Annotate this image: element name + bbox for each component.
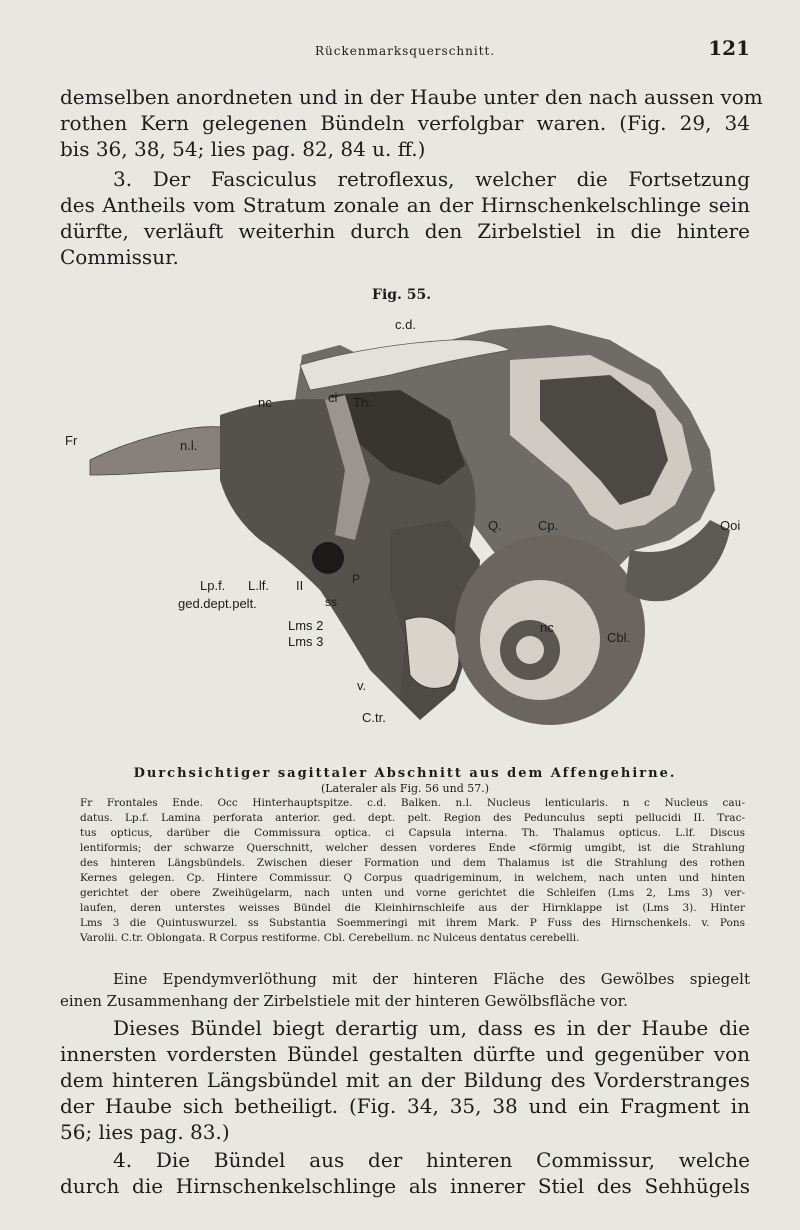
text-line: dürfte, verläuft weiterhin durch den Zirbelstiel in die hintere xyxy=(60,219,750,243)
label-nl: n.l. xyxy=(180,438,198,453)
label-cp: Cp. xyxy=(538,518,559,533)
label-ii: II xyxy=(296,578,304,593)
text-line: Dieses Bündel biegt derartig um, dass es in der Haube die xyxy=(113,1016,750,1040)
label-ooi: Ooi xyxy=(720,518,741,533)
dentate-core xyxy=(516,636,544,664)
text-line: rothen Kern gelegenen Bündeln verfolgbar waren. (Fig. 29, 34 xyxy=(60,111,750,135)
text-line: der Haube sich betheiligt. (Fig. 34, 35, 38 und ein Fragment in xyxy=(60,1094,750,1118)
paragraph-3 xyxy=(60,968,750,1012)
label-nc: nc xyxy=(258,395,272,410)
label-lms3: Lms 3 xyxy=(288,634,324,649)
paragraph-1 xyxy=(60,84,763,162)
text-line: Commissur. xyxy=(60,245,179,269)
text-line: demselben anordneten und in der Haube unter den nach aussen vom xyxy=(60,85,763,109)
label-lms2: Lms 2 xyxy=(288,618,324,633)
label-q: Q. xyxy=(488,518,502,533)
text-line: einen Zusammenhang der Zirbelstiele mit der hinteren Gewölbsfläche vor. xyxy=(60,992,628,1010)
label-ci: ci xyxy=(328,390,338,405)
caption-line: des hinteren Längsbündels. Zwischen dieser Formation und dem Thalamus ist die Strahlung des rothen xyxy=(80,857,745,869)
page-number: 121 xyxy=(708,36,750,60)
caption-line: Kernes gelegen. Cp. Hintere Commissur. Q Corpus quadrigeminum, in welchem, nach unten und hinten xyxy=(80,872,745,884)
figure-subtitle: (Lateraler als Fig. 56 und 57.) xyxy=(320,782,490,795)
label-v: v. xyxy=(357,678,367,693)
label-ss: ss xyxy=(325,595,337,609)
text-line: des Antheils vom Stratum zonale an der Hirnschenkelschlinge sein xyxy=(60,193,750,217)
caption-line: gerichtet der obere Zweihügelarm, nach unten und vorne gerichtet die Schleifen (Lms 2, Lms 3) ver- xyxy=(80,887,745,899)
paragraph-5 xyxy=(60,1147,750,1199)
brain-section-drawing xyxy=(70,300,760,745)
label-llf: L.lf. xyxy=(248,578,269,593)
brain-section-illustration xyxy=(65,300,760,745)
text-line: 3. Der Fasciculus retroflexus, welcher die Fortsetzung xyxy=(113,167,750,191)
label-ctr: C.tr. xyxy=(362,710,386,725)
caption-line: lentiformis; der schwarze Querschnitt, welcher dessen vorderes Ende <förmig umgibt, ist die Strahlung xyxy=(80,842,745,854)
text-line: dem hinteren Längsbündel mit an der Bildung des Vorderstranges xyxy=(60,1068,750,1092)
caption-line: Fr Frontales Ende. Occ Hinterhauptspitze. c.d. Balken. n.l. Nucleus lenticularis. n c Nucleus cau- xyxy=(80,797,745,809)
figure-caption xyxy=(80,796,745,946)
paragraph-4 xyxy=(60,1015,750,1145)
caption-line: Varolii. C.tr. Oblongata. R Corpus restiforme. Cbl. Cerebellum. nc Nulceus dentatus cerebelli. xyxy=(80,932,580,944)
text-line: innersten vordersten Bündel gestalten dürfte und gegenüber von xyxy=(60,1042,750,1066)
running-title: Rückenmarksquerschnitt. xyxy=(315,44,496,58)
text-line: durch die Hirnschenkelschlinge als innerer Stiel des Sehhügels xyxy=(60,1174,750,1198)
label-nc2: nc xyxy=(540,620,554,635)
running-head xyxy=(60,36,750,60)
text-line: bis 36, 38, 54; lies pag. 82, 84 u. ff.) xyxy=(60,137,426,161)
caption-line: laufen, deren unterstes weisses Bündel die Kleinhirnschleife aus der Hirnklappe ist (Lms 3). Hinter xyxy=(80,902,745,914)
figure-label: Fig. 55. xyxy=(372,287,432,303)
caption-line: datus. Lp.f. Lamina perforata anterior. ged. dept. pelt. Region des Pedunculus septi pellucidi II. Trac- xyxy=(80,812,745,824)
paragraph-2 xyxy=(60,166,750,270)
text-line: 56; lies pag. 83.) xyxy=(60,1120,230,1144)
text-line: 4. Die Bündel aus der hinteren Commissur, welche xyxy=(113,1148,750,1172)
label-ged: ged.dept.pelt. xyxy=(178,596,257,611)
optic-tract xyxy=(312,542,344,574)
label-p: P xyxy=(352,572,361,586)
figure-title: Durchsichtiger sagittaler Abschnitt aus dem Affengehirne. xyxy=(133,766,677,781)
label-fr: Fr xyxy=(65,433,78,448)
label-cd: c.d. xyxy=(395,317,416,332)
label-th: Th. xyxy=(353,395,372,410)
text-line: Eine Ependymverlöthung mit der hinteren Fläche des Gewölbes spiegelt xyxy=(113,970,750,988)
label-cbl: Cbl. xyxy=(607,630,631,645)
caption-line: Lms 3 die Quintuswurzel. ss Substantia Soemmeringi mit ihrem Mark. P Fuss des Hirnschenkels. v. Pons xyxy=(80,917,745,929)
label-lpf: Lp.f. xyxy=(200,578,226,593)
caption-line: tus opticus, darüber die Commissura optica. ci Capsula interna. Th. Thalamus opticus. L.lf. Discus xyxy=(80,827,745,839)
